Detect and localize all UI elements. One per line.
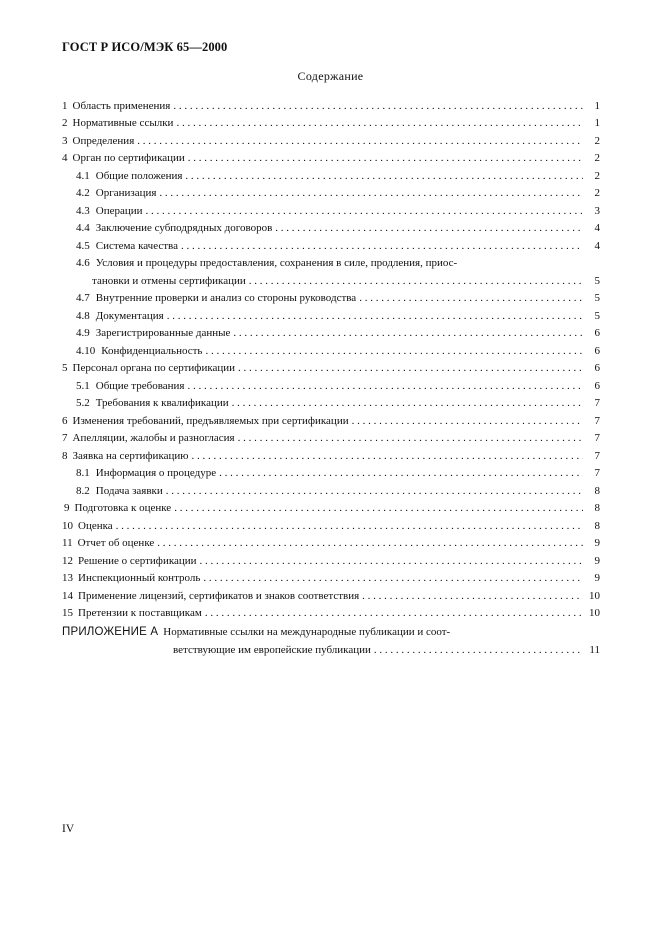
toc-entry-page: 3 <box>594 204 600 217</box>
dot-leader <box>174 502 583 515</box>
appendix-label: ПРИЛОЖЕНИЕ А <box>62 626 159 638</box>
toc-entry-6[interactable] <box>62 410 600 428</box>
toc-entry-page: 7 <box>594 449 600 462</box>
toc-entry-label: Определения <box>72 134 135 147</box>
toc-entry-number: 6 <box>62 414 68 427</box>
toc-entry-number: 8.2 <box>76 484 90 497</box>
toc-entry-4-4[interactable] <box>62 218 600 236</box>
dot-leader <box>157 537 583 550</box>
dot-leader <box>159 187 583 200</box>
dot-leader <box>185 170 583 183</box>
dot-leader <box>352 415 583 428</box>
toc-entry-number: 10 <box>62 519 73 532</box>
toc-entry-10[interactable] <box>62 515 600 533</box>
toc-entry-label: Оценка <box>78 519 113 532</box>
dot-leader <box>205 345 583 358</box>
toc-entry-4-2[interactable] <box>62 183 600 201</box>
toc-entry-5-1[interactable] <box>62 375 600 393</box>
toc-entry-page: 1 <box>594 99 600 112</box>
toc-entry-page: 11 <box>589 643 600 656</box>
toc-entry-label: Применение лицензий, сертификатов и знаков соответствия <box>78 589 360 602</box>
toc-entry-label: Изменения требований, предъявляемых при сертификации <box>72 414 349 427</box>
toc-entry-number: 5.2 <box>76 397 90 409</box>
toc-entry-label: Подача заявки <box>95 484 163 497</box>
toc-appendix-a-continuation[interactable] <box>62 639 600 657</box>
toc-entry-page: 6 <box>594 379 600 392</box>
toc-entry-number: 15 <box>62 607 73 619</box>
toc-entry-page: 9 <box>594 537 600 549</box>
toc-entry-number: 8.1 <box>76 467 90 479</box>
toc-entry-page: 10 <box>589 589 600 602</box>
dot-leader <box>116 520 583 533</box>
toc-entry-number: 4.9 <box>76 327 90 339</box>
toc-entry-5-2[interactable] <box>62 393 600 411</box>
toc-entry-page: 6 <box>594 327 600 339</box>
toc-entry-4-8[interactable] <box>62 305 600 323</box>
page-number: IV <box>62 823 75 835</box>
appendix-title: Нормативные ссылки на международные публикации и соот- <box>163 626 451 638</box>
toc-entry-number: 4 <box>62 152 68 164</box>
dot-leader <box>275 222 583 235</box>
dot-leader <box>238 432 583 445</box>
toc-entry-15[interactable] <box>62 603 600 621</box>
toc-entry-page: 8 <box>594 502 600 514</box>
toc-entry-12[interactable] <box>62 550 600 568</box>
toc-entry-page: 9 <box>594 572 600 584</box>
toc-entry-label: Отчет об оценке <box>77 537 155 549</box>
toc-entry-4-9[interactable] <box>62 323 600 341</box>
toc-entry-page: 5 <box>594 309 600 322</box>
toc-entry-number: 7 <box>62 432 68 444</box>
toc-entry-page: 8 <box>594 484 600 497</box>
toc-entry-3[interactable] <box>62 130 600 148</box>
toc-entry-label: Орган по сертификации <box>72 152 185 164</box>
toc-entry-8-1[interactable] <box>62 463 600 481</box>
dot-leader <box>232 397 583 410</box>
dot-leader <box>192 450 584 463</box>
toc-entry-4-7[interactable] <box>62 288 600 306</box>
toc-entry-page: 10 <box>589 607 600 619</box>
toc-title: Содержание <box>297 69 364 83</box>
toc-entry-number: 4.2 <box>76 187 90 199</box>
toc-entry-number: 11 <box>62 537 73 549</box>
toc-entry-label: Система качества <box>95 239 178 252</box>
toc-entry-number: 4.10 <box>76 344 96 357</box>
dot-leader <box>219 467 583 480</box>
toc-entry-label: Заключение субподрядных договоров <box>95 222 273 234</box>
toc-entry-page: 6 <box>594 344 600 357</box>
dot-leader <box>362 590 583 603</box>
toc-entry-number: 4.7 <box>76 292 90 304</box>
dot-leader <box>203 572 583 585</box>
toc-entry-page: 7 <box>594 397 600 409</box>
toc-entry-number: 4.5 <box>76 239 90 252</box>
toc-entry-8[interactable] <box>62 445 600 463</box>
toc-entry-9[interactable] <box>62 498 600 516</box>
toc-entry-label: Претензии к поставщикам <box>78 607 202 619</box>
appendix-title-continuation: ветствующие им европейские публикации <box>173 643 371 656</box>
dot-leader <box>146 205 583 218</box>
toc-entry-label: Инспекционный контроль <box>78 572 201 584</box>
toc-entry-page: 4 <box>594 222 600 234</box>
toc-entry-label: Операции <box>95 204 143 217</box>
toc-entry-4-1[interactable] <box>62 165 600 183</box>
toc-entry-page: 9 <box>594 554 600 567</box>
toc-entry-page: 6 <box>594 362 600 374</box>
toc-entry-4-6-continuation[interactable] <box>62 270 600 288</box>
toc-entry-label-continuation: тановки и отмены сертификации <box>92 274 246 287</box>
toc-entry-13[interactable] <box>62 568 600 586</box>
toc-entry-number: 5.1 <box>76 379 90 392</box>
toc-entry-label: Персонал органа по сертификации <box>72 362 236 374</box>
toc-entry-label: Внутренние проверки и анализ со стороны руководства <box>95 292 357 304</box>
toc-entry-label: Общие положения <box>95 169 183 182</box>
dot-leader <box>238 362 583 375</box>
dot-leader <box>181 240 583 253</box>
toc-entry-number: 12 <box>62 554 73 567</box>
toc-entry-number: 4.6 <box>76 257 90 269</box>
toc-entry-number: 8 <box>62 449 68 462</box>
dot-leader <box>249 275 583 288</box>
toc-entry-label: Нормативные ссылки <box>72 117 174 129</box>
toc-entry-label: Подготовка к оценке <box>74 502 172 514</box>
toc-entry-page: 7 <box>594 414 600 427</box>
dot-leader <box>187 380 583 393</box>
toc-entry-number: 4.1 <box>76 169 90 182</box>
toc-entry-number: 2 <box>62 117 68 129</box>
toc-entry-page: 4 <box>594 239 600 252</box>
toc-entry-label: Требования к квалификации <box>95 397 229 409</box>
table-of-contents <box>62 95 600 657</box>
dot-leader <box>176 117 583 130</box>
toc-entry-number: 14 <box>62 589 73 602</box>
dot-leader <box>188 152 583 165</box>
toc-entry-label: Условия и процедуры предоставления, сохранения в силе, продления, приос- <box>95 257 458 269</box>
toc-entry-4-10[interactable] <box>62 340 600 358</box>
toc-entry-number: 1 <box>62 99 68 112</box>
toc-entry-page: 2 <box>594 152 600 164</box>
toc-entry-4-5[interactable] <box>62 235 600 253</box>
dot-leader <box>167 310 583 323</box>
toc-entry-page: 2 <box>594 134 600 147</box>
toc-entry-label: Зарегистрированные данные <box>95 327 231 339</box>
toc-entry-label: Область применения <box>72 99 171 112</box>
toc-entry-page: 7 <box>594 467 600 479</box>
toc-entry-page: 5 <box>594 292 600 304</box>
toc-entry-2[interactable] <box>62 113 600 131</box>
toc-entry-page: 2 <box>594 169 600 182</box>
toc-entry-label: Организация <box>95 187 157 199</box>
toc-entry-1[interactable] <box>62 95 600 113</box>
toc-entry-page: 7 <box>594 432 600 444</box>
toc-entry-11[interactable] <box>62 533 600 551</box>
toc-entry-8-2[interactable] <box>62 480 600 498</box>
dot-leader <box>374 644 583 657</box>
toc-entry-7[interactable] <box>62 428 600 446</box>
toc-entry-number: 5 <box>62 362 68 374</box>
toc-entry-page: 2 <box>594 187 600 199</box>
toc-entry-4-3[interactable] <box>62 200 600 218</box>
toc-entry-label: Общие требования <box>95 379 185 392</box>
dot-leader <box>359 292 583 305</box>
toc-entry-4-6[interactable] <box>62 253 600 271</box>
toc-entry-page: 1 <box>594 117 600 129</box>
toc-entry-number: 4.4 <box>76 222 90 234</box>
toc-entry-number: 9 <box>64 502 70 514</box>
toc-entry-number: 4.3 <box>76 204 90 217</box>
toc-entry-label: Апелляции, жалобы и разногласия <box>72 432 235 444</box>
toc-entry-label: Решение о сертификации <box>78 554 197 567</box>
toc-entry-page: 5 <box>594 274 600 287</box>
toc-entry-number: 4.8 <box>76 309 90 322</box>
toc-appendix-a[interactable] <box>62 620 600 639</box>
document-header: ГОСТ Р ИСО/МЭК 65—2000 <box>62 40 228 54</box>
dot-leader <box>233 327 583 340</box>
dot-leader <box>166 485 583 498</box>
dot-leader <box>205 607 583 620</box>
toc-entry-4[interactable] <box>62 148 600 166</box>
dot-leader <box>137 135 583 148</box>
toc-entry-5[interactable] <box>62 358 600 376</box>
toc-entry-label: Документация <box>95 309 164 322</box>
dot-leader <box>173 100 583 113</box>
toc-entry-number: 13 <box>62 572 73 584</box>
toc-entry-page: 8 <box>594 519 600 532</box>
toc-entry-number: 3 <box>62 134 68 147</box>
toc-entry-label: Заявка на сертификацию <box>72 449 189 462</box>
toc-entry-label: Конфиденциальность <box>101 344 203 357</box>
dot-leader <box>200 555 583 568</box>
toc-entry-label: Информация о процедуре <box>95 467 217 479</box>
toc-entry-14[interactable] <box>62 585 600 603</box>
